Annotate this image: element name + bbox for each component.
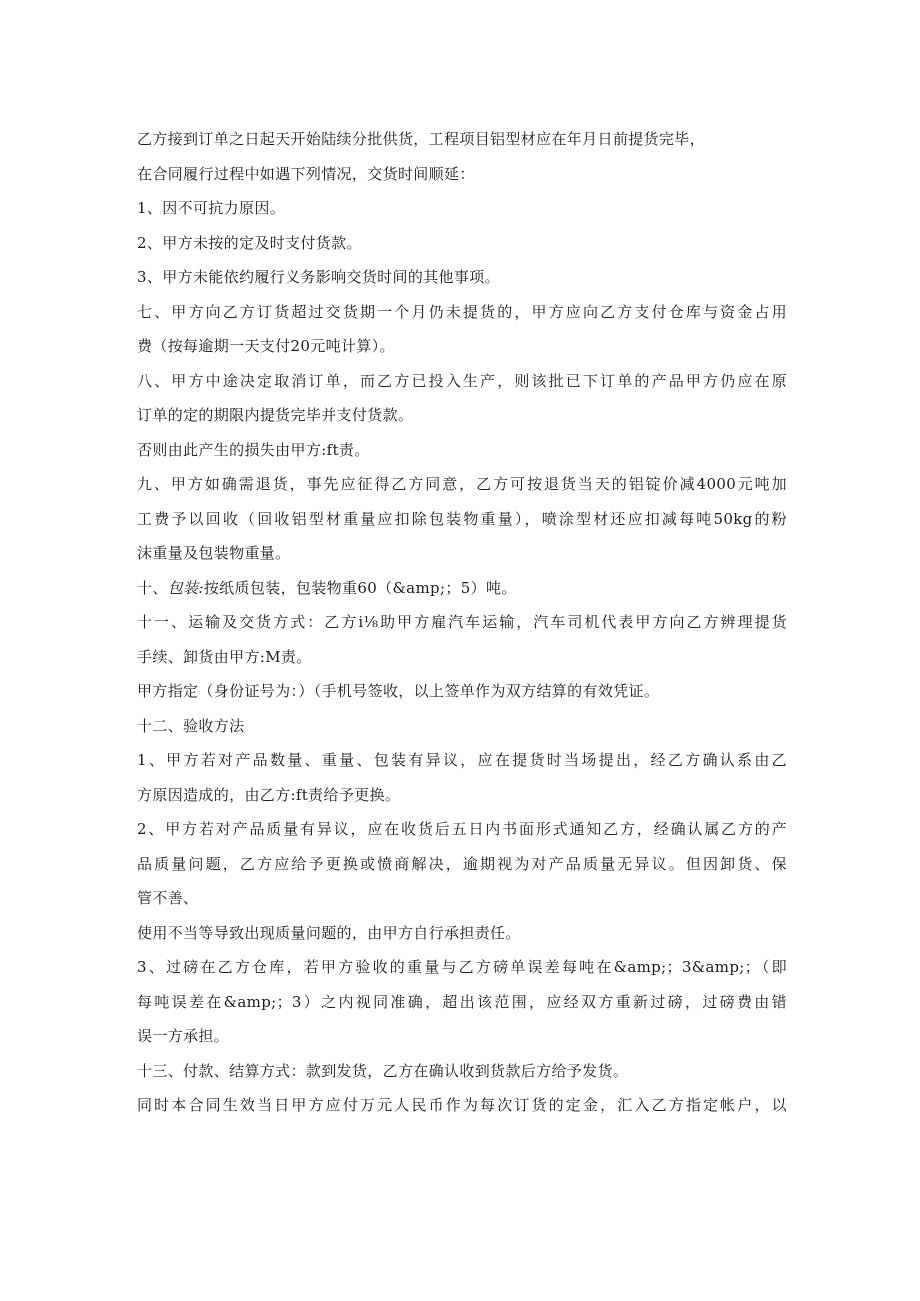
paragraph-line: 每吨误差在&amp;；3）之内视同准确，超出该范围，应经双方重新过磅，过磅费由错 (137, 992, 787, 1011)
paragraph-line: 2、甲方未按的定及时支付货款。 (137, 233, 362, 252)
paragraph-line: 否则由此产生的损失由甲方:ft责。 (137, 440, 370, 459)
paragraph-line: 十三、付款、结算方式：款到发货，乙方在确认收到货款后方给予发货。 (137, 1061, 629, 1080)
paragraph-line: 八、甲方中途决定取消订单，而乙方已投入生产，则该批已下订单的产品甲方仍应在原 (137, 371, 787, 390)
section-heading: 十二、验收方法 (137, 716, 245, 735)
document-body (137, 122, 787, 1123)
paragraph-line: 七、甲方向乙方订货超过交货期一个月仍未提货的，甲方应向乙方支付仓库与资金占用 (137, 302, 787, 321)
paragraph-line: 沫重量及包装物重量。 (137, 544, 291, 562)
packaging-label: 包装: (167, 578, 204, 597)
paragraph-line: 订单的定的期限内提货完毕并支付货款。 (137, 406, 414, 424)
paragraph-line: 甲方指定（身份证号为：）（手机号签收，以上签单作为双方结算的有效凭证。 (137, 682, 660, 700)
paragraph-line: 品质量问题，乙方应给予更换或愤商解决，逾期视为对产品质量无异议。但因卸货、保 (137, 854, 787, 873)
paragraph-line: 费（按每逾期一天支付20元吨计算）。 (137, 337, 395, 355)
paragraph-line: 九、甲方如确需退货，事先应征得乙方同意，乙方可按退货当天的铝锭价减4000元吨加 (137, 475, 787, 493)
section-number: 十、 (137, 578, 168, 597)
paragraph-line: 管不善、 (137, 889, 199, 907)
paragraph-line: 误一方承担。 (137, 1027, 230, 1045)
paragraph-line: 1、因不可抗力原因。 (137, 199, 286, 217)
packaging-text: 按纸质包装，包装物重60（&amp;；5）吨。 (203, 578, 517, 597)
packaging-line (137, 571, 787, 606)
paragraph-line: 3、甲方未能依约履行义务影响交货时间的其他事项。 (137, 268, 500, 286)
paragraph-line: 乙方接到订单之日起天开始陆续分批供货，工程项目铝型材应在年月日前提货完毕， (137, 130, 705, 148)
paragraph-line: 手续、卸货由甲方:M责。 (137, 647, 312, 666)
paragraph-line: 方原因造成的，由乙方:ft责给予更换。 (137, 785, 401, 804)
paragraph-line: 2、甲方若对产品质量有异议，应在收货后五日内书面形式通知乙方，经确认属乙方的产 (137, 820, 787, 838)
paragraph-line: 十一、运输及交货方式：乙方i⅛助甲方雇汽车运输，汽车司机代表甲方向乙方辨理提货 (137, 613, 787, 631)
paragraph-line: 工费予以回收（回收铝型材重量应扣除包装物重量），喷涂型材还应扣减每吨50kg的粉 (137, 509, 787, 528)
paragraph-line: 1、甲方若对产品数量、重量、包装有异议，应在提货时当场提出，经乙方确认系由乙 (137, 751, 787, 769)
paragraph-line: 3、过磅在乙方仓库，若甲方验收的重量与乙方磅单误差每吨在&amp;；3&amp;；（即 (137, 958, 787, 976)
paragraph-line: 同时本合同生效当日甲方应付万元人民币作为每次订货的定金，汇入乙方指定帐户，以 (137, 1096, 787, 1114)
paragraph-line: 在合同履行过程中如遇下列情况，交货时间顺延： (137, 164, 475, 183)
paragraph-line: 使用不当等导致出现质量问题的，由甲方自行承担责任。 (137, 923, 521, 942)
